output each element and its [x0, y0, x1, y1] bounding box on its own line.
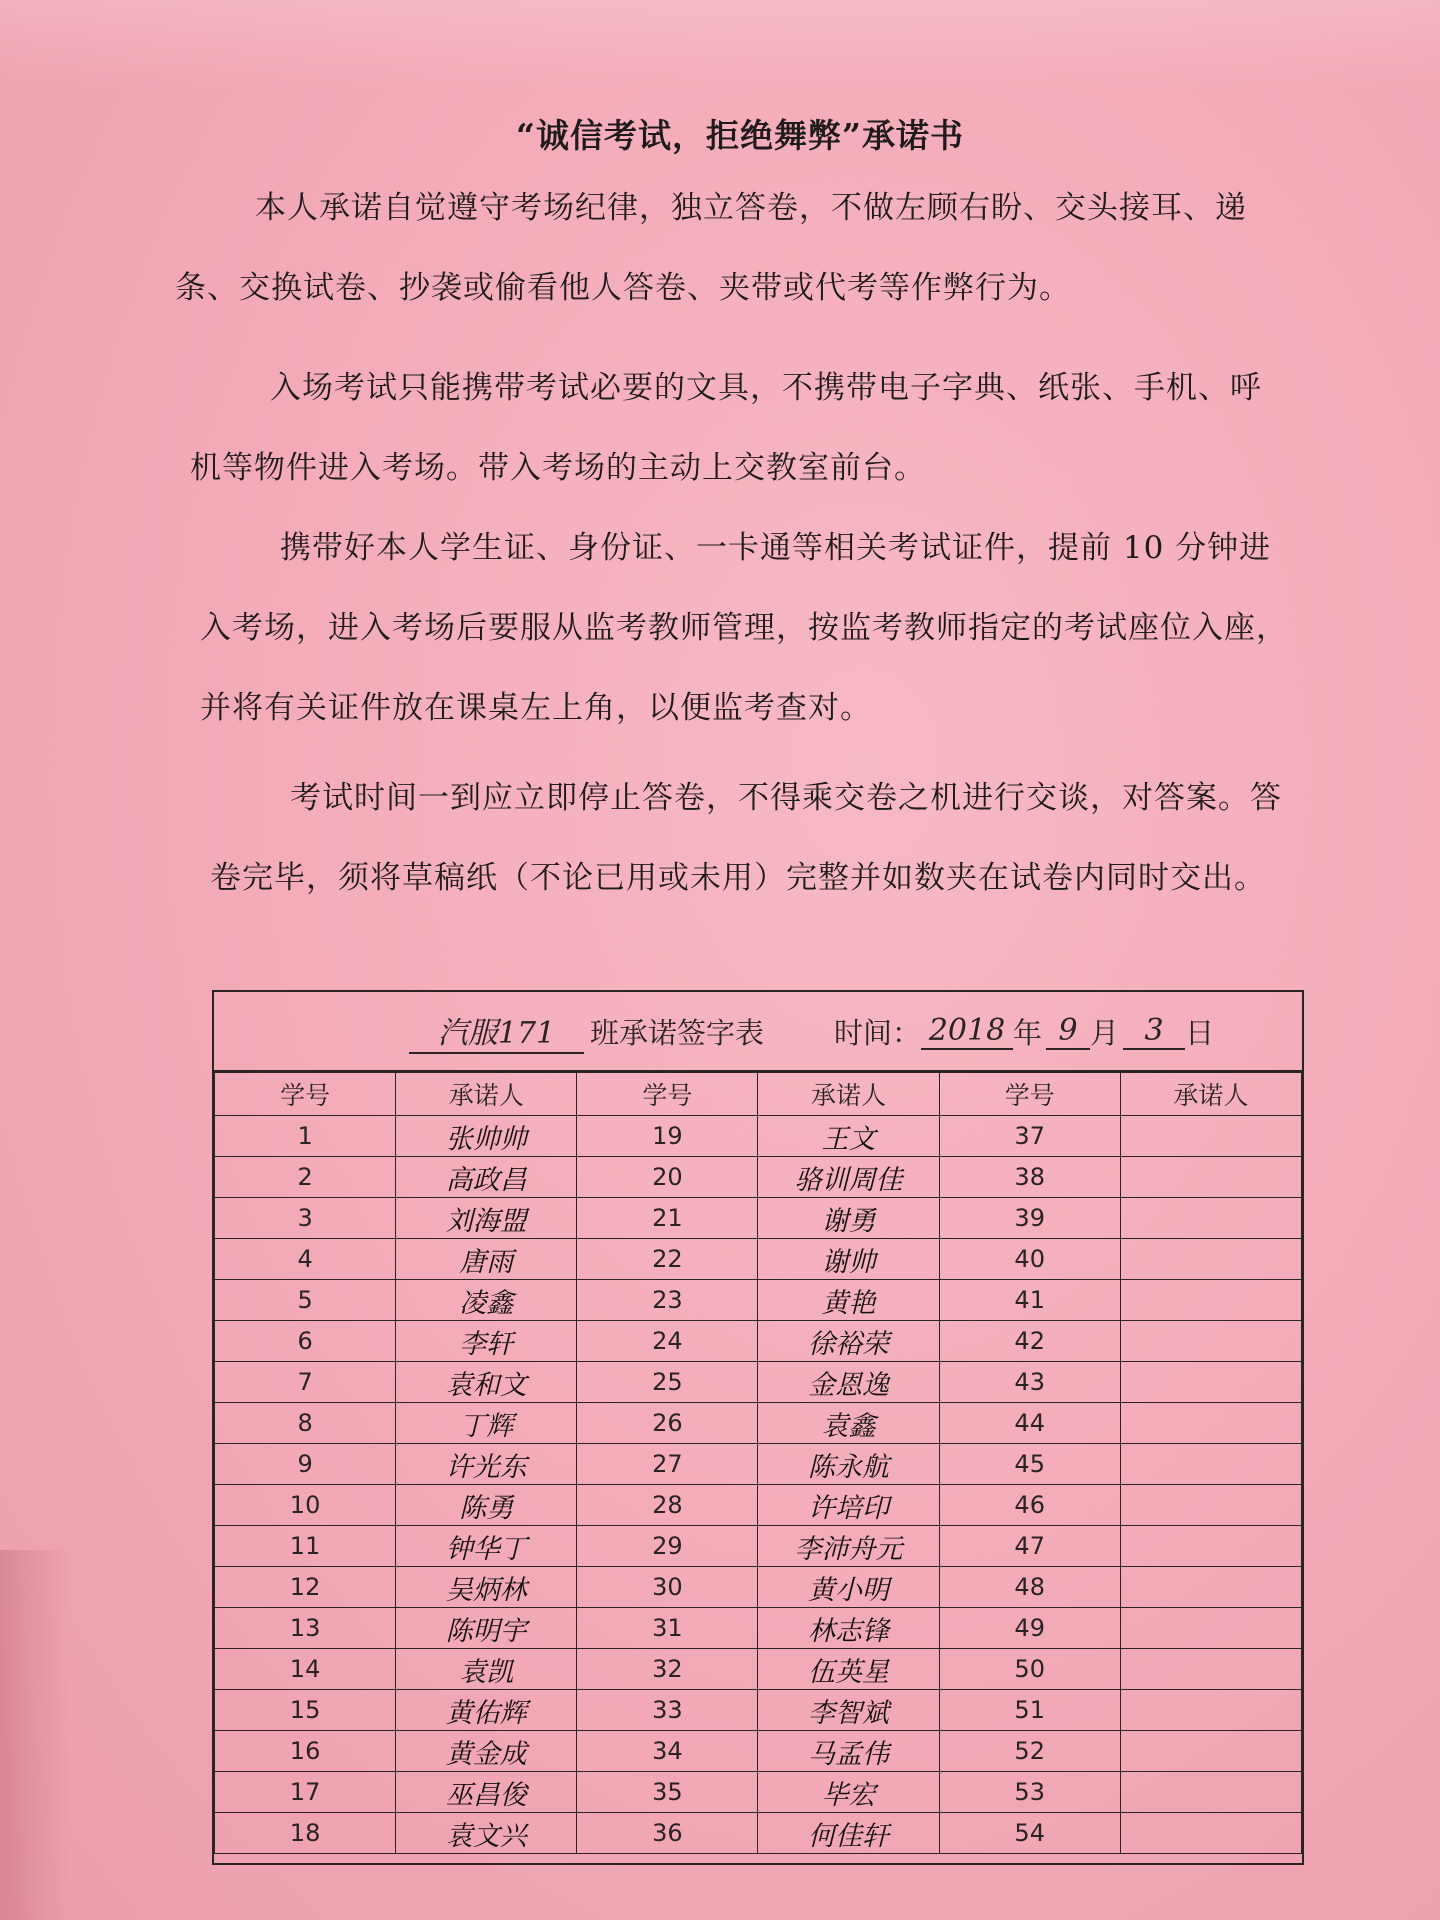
table-row [215, 1608, 1302, 1649]
signature-cell: 黄小明 [758, 1567, 939, 1608]
signature-cell: 陈明宇 [396, 1608, 577, 1649]
signature-cell: 陈永航 [758, 1444, 939, 1485]
student-id-cell: 22 [577, 1239, 758, 1280]
table-body [215, 1116, 1302, 1854]
signature-cell: 袁和文 [396, 1362, 577, 1403]
class-name: 汽服171 [409, 1008, 584, 1054]
signature-cell: 李智斌 [758, 1690, 939, 1731]
student-id-cell: 44 [939, 1403, 1120, 1444]
month-label: 月 [1090, 1015, 1120, 1050]
day-label: 日 [1185, 1015, 1215, 1050]
student-id-cell: 52 [939, 1731, 1120, 1772]
table-row [215, 1649, 1302, 1690]
student-id-cell: 11 [215, 1526, 396, 1567]
paper-shadow [0, 1550, 70, 1920]
student-id-cell: 10 [215, 1485, 396, 1526]
signature-sheet [212, 990, 1304, 1865]
table-row [215, 1690, 1302, 1731]
signature-cell [1120, 1239, 1301, 1280]
student-id-cell: 5 [215, 1280, 396, 1321]
signature-cell: 马孟伟 [758, 1731, 939, 1772]
signature-cell: 李沛舟元 [758, 1526, 939, 1567]
student-id-cell: 40 [939, 1239, 1120, 1280]
signature-cell: 吴炳林 [396, 1567, 577, 1608]
signature-cell: 许培印 [758, 1485, 939, 1526]
signature-cell: 凌鑫 [396, 1280, 577, 1321]
student-id-cell: 3 [215, 1198, 396, 1239]
signature-cell [1120, 1649, 1301, 1690]
signature-cell [1120, 1198, 1301, 1239]
col-name-header: 承诺人 [396, 1073, 577, 1116]
student-id-cell: 19 [577, 1116, 758, 1157]
student-id-cell: 54 [939, 1813, 1120, 1854]
student-id-cell: 46 [939, 1485, 1120, 1526]
col-name-header: 承诺人 [1120, 1073, 1301, 1116]
signature-cell: 骆训周佳 [758, 1157, 939, 1198]
student-id-cell: 23 [577, 1280, 758, 1321]
student-id-cell: 50 [939, 1649, 1120, 1690]
paragraph-3: 携带好本人学生证、身份证、一卡通等相关考试证件，提前 10 分钟进入考场，进入考场后要服从监考教师管理，按监考教师指定的考试座位入座，并将有关证件放在课桌左上角，以便监考查对。 [200, 530, 1288, 726]
student-id-cell: 13 [215, 1608, 396, 1649]
student-id-cell: 16 [215, 1731, 396, 1772]
student-id-cell: 41 [939, 1280, 1120, 1321]
signature-cell: 袁鑫 [758, 1403, 939, 1444]
signature-cell [1120, 1772, 1301, 1813]
student-id-cell: 20 [577, 1157, 758, 1198]
col-id-header: 学号 [939, 1073, 1120, 1116]
table-row [215, 1403, 1302, 1444]
student-id-cell: 14 [215, 1649, 396, 1690]
signature-cell: 黄佑辉 [396, 1690, 577, 1731]
student-id-cell: 39 [939, 1198, 1120, 1239]
student-id-cell: 38 [939, 1157, 1120, 1198]
signature-cell [1120, 1116, 1301, 1157]
signature-cell: 巫昌俊 [396, 1772, 577, 1813]
student-id-cell: 33 [577, 1690, 758, 1731]
col-id-header: 学号 [577, 1073, 758, 1116]
student-id-cell: 6 [215, 1321, 396, 1362]
signature-cell [1120, 1321, 1301, 1362]
student-id-cell: 1 [215, 1116, 396, 1157]
student-id-cell: 42 [939, 1321, 1120, 1362]
signature-cell: 袁凯 [396, 1649, 577, 1690]
student-id-cell: 18 [215, 1813, 396, 1854]
sheet-title: 班承诺签字表 [590, 1015, 765, 1050]
student-id-cell: 4 [215, 1239, 396, 1280]
student-id-cell: 21 [577, 1198, 758, 1239]
document-title: “诚信考试，拒绝舞弊”承诺书 [516, 116, 964, 155]
signature-cell: 何佳轩 [758, 1813, 939, 1854]
paragraph-2: 入场考试只能携带考试必要的文具，不携带电子字典、纸张、手机、呼机等物件进入考场。带入考场的主动上交教室前台。 [190, 370, 1262, 486]
signature-cell: 谢帅 [758, 1239, 939, 1280]
student-id-cell: 17 [215, 1772, 396, 1813]
signature-cell [1120, 1362, 1301, 1403]
signature-cell: 徐裕荣 [758, 1321, 939, 1362]
student-id-cell: 32 [577, 1649, 758, 1690]
signature-cell: 谢勇 [758, 1198, 939, 1239]
table-row [215, 1444, 1302, 1485]
signature-cell [1120, 1690, 1301, 1731]
student-id-cell: 25 [577, 1362, 758, 1403]
student-id-cell: 26 [577, 1403, 758, 1444]
paragraph-4: 考试时间一到应立即停止答卷，不得乘交卷之机进行交谈，对答案。答卷完毕，须将草稿纸（不论已用或未用）完整并如数夹在试卷内同时交出。 [210, 780, 1282, 896]
signature-cell: 伍英星 [758, 1649, 939, 1690]
student-id-cell: 45 [939, 1444, 1120, 1485]
table-row [215, 1362, 1302, 1403]
signature-cell: 李轩 [396, 1321, 577, 1362]
student-id-cell: 48 [939, 1567, 1120, 1608]
signature-cell [1120, 1444, 1301, 1485]
signature-cell: 袁文兴 [396, 1813, 577, 1854]
student-id-cell: 51 [939, 1690, 1120, 1731]
student-id-cell: 47 [939, 1526, 1120, 1567]
student-id-cell: 35 [577, 1772, 758, 1813]
student-id-cell: 24 [577, 1321, 758, 1362]
table-row [215, 1731, 1302, 1772]
table-row [215, 1239, 1302, 1280]
table-row [215, 1813, 1302, 1854]
student-id-cell: 27 [577, 1444, 758, 1485]
paper-crease [0, 0, 1440, 90]
student-id-cell: 2 [215, 1157, 396, 1198]
signature-cell: 丁辉 [396, 1403, 577, 1444]
signature-cell: 黄艳 [758, 1280, 939, 1321]
signature-cell [1120, 1608, 1301, 1649]
signature-cell: 许光东 [396, 1444, 577, 1485]
student-id-cell: 43 [939, 1362, 1120, 1403]
signature-cell: 高政昌 [396, 1157, 577, 1198]
signature-cell: 林志锋 [758, 1608, 939, 1649]
table-row [215, 1280, 1302, 1321]
month-value: 9 [1046, 1013, 1090, 1050]
signature-cell: 陈勇 [396, 1485, 577, 1526]
signature-cell: 王文 [758, 1116, 939, 1157]
signature-cell [1120, 1280, 1301, 1321]
signature-cell [1120, 1567, 1301, 1608]
student-id-cell: 30 [577, 1567, 758, 1608]
signature-cell: 张帅帅 [396, 1116, 577, 1157]
day-value: 3 [1123, 1013, 1185, 1050]
table-row [215, 1321, 1302, 1362]
signature-table [214, 1072, 1302, 1854]
student-id-cell: 31 [577, 1608, 758, 1649]
table-row [215, 1485, 1302, 1526]
table-row [215, 1157, 1302, 1198]
signature-cell [1120, 1526, 1301, 1567]
signature-cell [1120, 1731, 1301, 1772]
student-id-cell: 37 [939, 1116, 1120, 1157]
signature-cell: 唐雨 [396, 1239, 577, 1280]
student-id-cell: 29 [577, 1526, 758, 1567]
student-id-cell: 15 [215, 1690, 396, 1731]
student-id-cell: 7 [215, 1362, 396, 1403]
student-id-cell: 28 [577, 1485, 758, 1526]
table-row [215, 1198, 1302, 1239]
table-row [215, 1526, 1302, 1567]
sheet-header [214, 992, 1302, 1072]
year-value: 2018 [921, 1013, 1013, 1050]
table-header-row [215, 1073, 1302, 1116]
student-id-cell: 12 [215, 1567, 396, 1608]
signature-cell: 黄金成 [396, 1731, 577, 1772]
student-id-cell: 9 [215, 1444, 396, 1485]
student-id-cell: 49 [939, 1608, 1120, 1649]
time-label: 时间： [834, 1015, 922, 1050]
student-id-cell: 36 [577, 1813, 758, 1854]
student-id-cell: 8 [215, 1403, 396, 1444]
table-row [215, 1116, 1302, 1157]
col-id-header: 学号 [215, 1073, 396, 1116]
table-row [215, 1567, 1302, 1608]
signature-cell: 金恩逸 [758, 1362, 939, 1403]
paragraph-1: 本人承诺自觉遵守考场纪律，独立答卷，不做左顾右盼、交头接耳、递条、交换试卷、抄袭或偷看他人答卷、夹带或代考等作弊行为。 [175, 190, 1247, 306]
signature-cell: 钟华丁 [396, 1526, 577, 1567]
signature-cell: 刘海盟 [396, 1198, 577, 1239]
signature-cell [1120, 1813, 1301, 1854]
signature-cell [1120, 1485, 1301, 1526]
student-id-cell: 53 [939, 1772, 1120, 1813]
col-name-header: 承诺人 [758, 1073, 939, 1116]
signature-cell [1120, 1157, 1301, 1198]
signature-cell: 毕宏 [758, 1772, 939, 1813]
year-label: 年 [1013, 1015, 1043, 1050]
table-row [215, 1772, 1302, 1813]
signature-cell [1120, 1403, 1301, 1444]
student-id-cell: 34 [577, 1731, 758, 1772]
